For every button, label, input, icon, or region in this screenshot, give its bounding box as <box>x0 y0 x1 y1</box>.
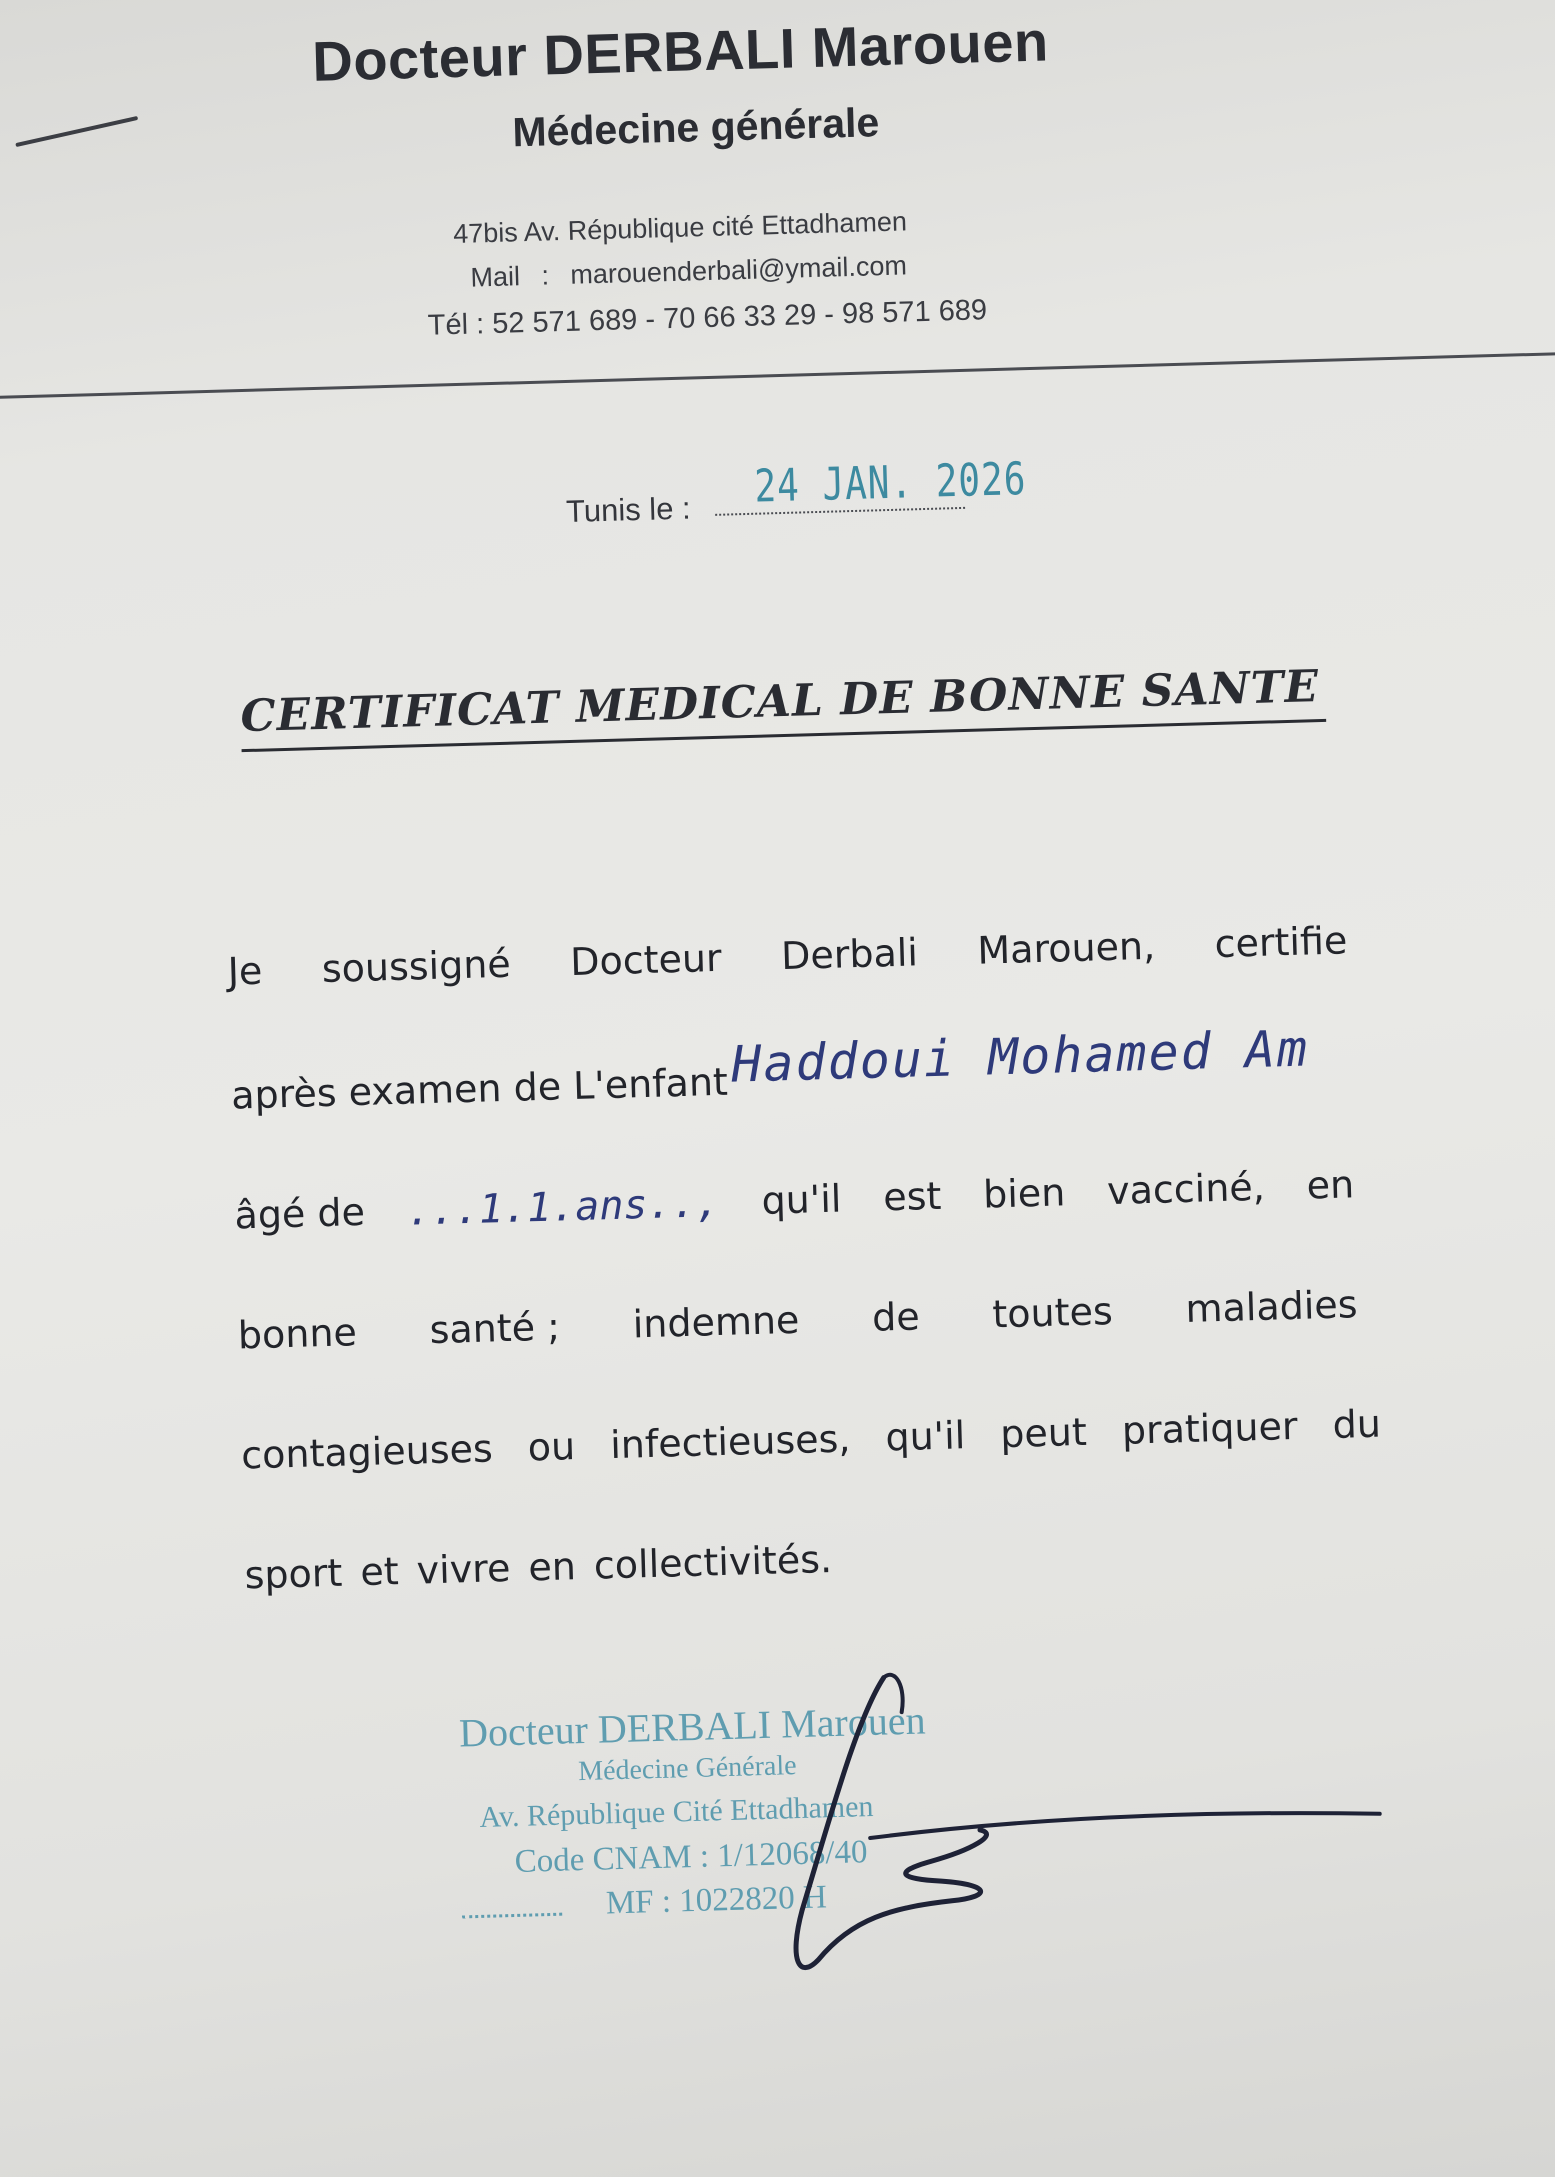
word: contagieuses <box>240 1426 494 1478</box>
stamp-doctor-name: Docteur DERBALI Marouen <box>458 1697 927 1756</box>
word: de <box>871 1294 921 1340</box>
word: bonne <box>237 1310 358 1358</box>
body-line-3 <box>234 1162 1355 1239</box>
word: toutes <box>991 1289 1114 1337</box>
specialty-heading: Médecine générale <box>511 99 880 156</box>
header-divider <box>0 351 1555 400</box>
body-line-4 <box>237 1282 1358 1357</box>
stamp-address: Av. République Cité Ettadhamen <box>478 1789 874 1834</box>
word: Je <box>227 948 263 994</box>
stamp-mf-number: MF : 1022820 H <box>605 1879 828 1922</box>
word: ou <box>527 1424 576 1470</box>
word: en <box>1306 1162 1355 1208</box>
pen-stroke-mark <box>15 116 138 147</box>
word: du <box>1331 1401 1382 1447</box>
word: bien <box>982 1170 1066 1217</box>
word: soussigné <box>321 941 512 992</box>
doctor-name-heading: Docteur DERBALI Marouen <box>311 9 1050 93</box>
line-prefix: après examen de L'enfant <box>230 1059 729 1118</box>
word: maladies <box>1184 1282 1359 1332</box>
stamp-specialty: Médecine Générale <box>577 1750 797 1788</box>
word: Derbali <box>780 930 919 979</box>
place-date-label: Tunis le : <box>565 490 692 530</box>
patient-name-handwritten: Haddoui Mohamed Am <box>730 1019 1310 1094</box>
certificate-title: CERTIFICAT MEDICAL DE BONNE SANTE <box>239 661 1320 743</box>
clinic-address: 47bis Av. République cité Ettadhamen <box>452 206 908 250</box>
body-line-2 <box>230 1019 1310 1118</box>
word: infectieuses, <box>609 1416 851 1468</box>
word: vacciné, <box>1106 1164 1266 1214</box>
word: qu'il <box>760 1176 842 1223</box>
word: peut <box>999 1409 1088 1457</box>
handwritten-signature <box>735 1643 1404 2001</box>
word: est <box>882 1173 942 1220</box>
body-line-5 <box>241 1402 1382 1478</box>
age-handwritten: ...1.1.ans.., <box>406 1180 721 1235</box>
body-line-1 <box>227 918 1348 993</box>
doctor-email: Mail : marouenderbali@ymail.com <box>470 250 908 293</box>
word: certifie <box>1214 918 1348 967</box>
word: qu'il <box>884 1413 966 1460</box>
date-stamp: 24 JAN. 2026 <box>753 454 1028 513</box>
stamp-cnam-code: Code CNAM : 1/12068/40 <box>514 1834 869 1880</box>
line-prefix: âgé de <box>233 1189 366 1238</box>
word: Marouen, <box>976 923 1156 973</box>
line-text: sport et vivre en collectivités. <box>243 1537 833 1598</box>
word: santé ; <box>429 1304 561 1353</box>
stamp-dotted-line <box>462 1913 562 1919</box>
word: Docteur <box>569 935 723 985</box>
body-line-6 <box>244 1537 833 1597</box>
doctor-phone: Tél : 52 571 689 - 70 66 33 29 - 98 571 689 <box>427 294 988 342</box>
word: indemne <box>632 1297 800 1347</box>
word: pratiquer <box>1121 1403 1299 1453</box>
